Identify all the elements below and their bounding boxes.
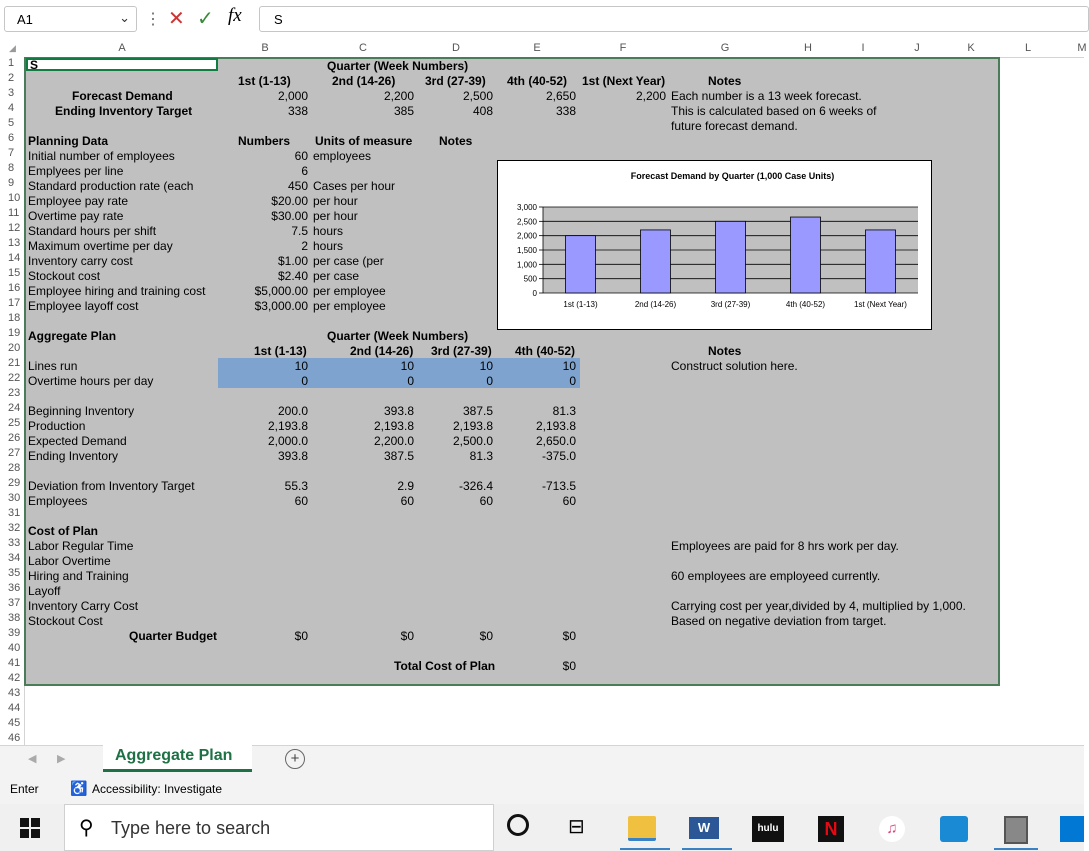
row-header[interactable]: 35 — [8, 567, 21, 579]
col-header-e[interactable]: E — [533, 42, 541, 54]
planning-row-label: Standard production rate (each — [28, 179, 194, 193]
task-view-icon[interactable]: ⊟ — [568, 816, 585, 838]
chart-bar — [866, 230, 896, 293]
cell-a1-value: S — [30, 58, 39, 72]
calculator-active-indicator — [994, 848, 1038, 850]
active-cell-a1[interactable] — [26, 58, 218, 71]
chart-bar — [566, 236, 596, 293]
deviation-value: -326.4 — [458, 479, 493, 493]
chart-x-tick-label: 1st (Next Year) — [854, 300, 907, 309]
row-header[interactable]: 28 — [8, 462, 21, 474]
planning-row-unit: per employee — [313, 299, 386, 313]
deviation-label: Deviation from Inventory Target — [28, 479, 195, 493]
ending-inv-target-q1: 338 — [287, 104, 308, 118]
planning-row-value: $2.40 — [277, 269, 308, 283]
notes-label-planning: Notes — [439, 134, 473, 148]
planning-row-label: Maximum overtime per day — [28, 239, 173, 253]
row-header[interactable]: 29 — [8, 477, 21, 489]
planning-row-unit: hours — [313, 239, 344, 253]
production-value: 2,193.8 — [373, 419, 414, 433]
chart-bar — [716, 221, 746, 293]
employees-label: Employees — [28, 494, 88, 508]
confirm-icon[interactable]: ✓ — [197, 8, 214, 30]
row-header[interactable]: 11 — [8, 207, 20, 219]
chart-title: Forecast Demand by Quarter (1,000 Case Units) — [630, 171, 835, 181]
col-header-f[interactable]: F — [619, 42, 627, 54]
lines-run-value[interactable]: 10 — [400, 359, 414, 373]
deviation-value: -713.5 — [541, 479, 576, 493]
production-value: 2,193.8 — [535, 419, 576, 433]
quarter-budget-q4: $0 — [562, 629, 576, 643]
planning-row-label: Initial number of employees — [28, 149, 175, 163]
end-inv-value: 387.5 — [383, 449, 414, 463]
employees-value: 60 — [479, 494, 493, 508]
forecast-demand-q2: 2,200 — [383, 89, 414, 103]
planning-data-label: Planning Data — [28, 134, 109, 148]
search-placeholder: Type here to search — [111, 818, 271, 838]
production-value: 2,193.8 — [267, 419, 308, 433]
overtime-value[interactable]: 0 — [569, 374, 576, 388]
end-inv-value: 81.3 — [469, 449, 493, 463]
col-header-l[interactable]: L — [1024, 42, 1032, 54]
end-inv-label: Ending Inventory — [28, 449, 119, 463]
q-header-mid-2: 2nd (14-26) — [350, 344, 414, 358]
q-header-top-4: 4th (40-52) — [507, 74, 568, 88]
production-value: 2,193.8 — [452, 419, 493, 433]
more-options-icon[interactable]: ⋮ — [145, 11, 161, 28]
row-header[interactable]: 42 — [8, 672, 21, 684]
notes-header-mid: Notes — [708, 344, 742, 358]
quarter-budget-q2: $0 — [400, 629, 414, 643]
accessibility-icon[interactable]: ♿ — [70, 780, 88, 796]
row-header[interactable]: 32 — [8, 522, 21, 534]
chart-y-tick-label: 2,000 — [516, 231, 537, 241]
q-header-mid-3: 3rd (27-39) — [431, 344, 492, 358]
deviation-value: 2.9 — [397, 479, 414, 493]
chart-y-tick-label: 0 — [532, 289, 537, 298]
row-header[interactable]: 6 — [8, 132, 15, 144]
row-header[interactable]: 38 — [8, 612, 21, 624]
chart-bar — [641, 230, 671, 293]
lines-run-value[interactable]: 10 — [562, 359, 576, 373]
cost-of-plan-label: Cost of Plan — [28, 524, 99, 538]
quarter-budget-q1: $0 — [294, 629, 308, 643]
row-header[interactable]: 39 — [8, 627, 21, 639]
chart-bar — [791, 217, 821, 293]
q-header-mid-1: 1st (1-13) — [254, 344, 307, 358]
row-header[interactable]: 45 — [8, 717, 21, 729]
planning-row-value: 2 — [301, 239, 308, 253]
row-header[interactable]: 3 — [8, 87, 15, 99]
lines-run-label: Lines run — [28, 359, 78, 373]
planning-row-value: $5,000.00 — [254, 284, 308, 298]
planning-row-unit: per case — [313, 269, 360, 283]
tab-aggregate-plan[interactable] — [103, 745, 252, 772]
col-header-a[interactable]: A — [118, 42, 126, 54]
row-header[interactable]: 23 — [8, 387, 21, 399]
notes-header-top: Notes — [708, 74, 742, 88]
note-employed: 60 employees are employeed currently. — [671, 569, 881, 583]
music-icon[interactable]: ♫ — [879, 816, 905, 842]
cortana-icon[interactable] — [507, 814, 529, 836]
row-header[interactable]: 19 — [8, 327, 21, 339]
planning-row-label: Emplyees per line — [28, 164, 124, 178]
insert-function-icon[interactable]: fx — [228, 5, 242, 26]
numbers-label: Numbers — [238, 134, 291, 148]
overtime-value[interactable]: 0 — [486, 374, 493, 388]
row-header[interactable]: 24 — [8, 402, 21, 414]
row-header[interactable]: 33 — [8, 537, 21, 549]
planning-row-value: $1.00 — [277, 254, 308, 268]
calculator-icon[interactable] — [1004, 816, 1028, 844]
planning-row-value: 450 — [287, 179, 308, 193]
row-header[interactable]: 36 — [8, 582, 21, 594]
stockout-label: Stockout Cost — [28, 614, 103, 628]
overtime-value[interactable]: 0 — [301, 374, 308, 388]
row-header[interactable]: 44 — [8, 702, 21, 714]
forecast-demand-q5: 2,200 — [635, 89, 666, 103]
row-header[interactable]: 30 — [8, 492, 21, 504]
row-header[interactable]: 9 — [8, 177, 15, 189]
row-header[interactable]: 16 — [8, 282, 21, 294]
row-header[interactable]: 21 — [8, 357, 21, 369]
total-cost-value: $0 — [562, 659, 576, 673]
q-header-top-3: 3rd (27-39) — [425, 74, 486, 88]
add-sheet-icon[interactable]: + — [285, 749, 305, 769]
chart-svg — [498, 161, 931, 329]
chart-y-tick-label: 500 — [523, 274, 537, 284]
row-header[interactable]: 18 — [8, 312, 21, 324]
ending-inv-target-q3: 408 — [472, 104, 493, 118]
row-header[interactable]: 7 — [8, 147, 15, 159]
col-header-m[interactable]: M — [1077, 42, 1087, 54]
formula-input[interactable] — [259, 6, 1089, 32]
planning-row-unit: per case (per — [313, 254, 384, 268]
employees-value: 60 — [562, 494, 576, 508]
taskbar-search[interactable] — [64, 804, 494, 851]
overtime-value[interactable]: 0 — [407, 374, 414, 388]
planning-row-label: Overtime pay rate — [28, 209, 124, 223]
name-box-value: A1 — [17, 12, 33, 27]
status-mode: Enter — [10, 782, 39, 796]
planning-row-value: 60 — [294, 149, 308, 163]
status-bar — [0, 775, 1084, 804]
note-line-1: Each number is a 13 week forecast. — [671, 89, 862, 103]
exp-demand-value: 2,000.0 — [267, 434, 308, 448]
chevron-down-icon[interactable]: ⌄ — [119, 10, 130, 25]
row-header[interactable]: 10 — [8, 192, 21, 204]
forecast-demand-label: Forecast Demand — [72, 89, 173, 103]
planning-row-unit: employees — [313, 149, 372, 163]
inv-carry-label: Inventory Carry Cost — [28, 599, 139, 613]
quarter-header-top: Quarter (Week Numbers) — [327, 59, 469, 73]
row-header[interactable]: 15 — [8, 267, 21, 279]
planning-row-value: $3,000.00 — [254, 299, 308, 313]
word-icon[interactable]: W — [689, 817, 719, 839]
planning-row-unit: per employee — [313, 284, 386, 298]
labor-overtime-label: Labor Overtime — [28, 554, 111, 568]
formula-bar — [0, 0, 1084, 40]
chart-x-tick-label: 2nd (14-26) — [634, 300, 677, 309]
employees-value: 60 — [294, 494, 308, 508]
planning-row-label: Employee layoff cost — [28, 299, 139, 313]
row-header[interactable]: 27 — [8, 447, 21, 459]
hulu-icon[interactable]: hulu — [752, 816, 784, 842]
name-box[interactable] — [4, 6, 137, 32]
exp-demand-value: 2,650.0 — [535, 434, 576, 448]
select-all-corner[interactable]: ◢ — [9, 43, 16, 53]
construct-note: Construct solution here. — [671, 359, 798, 373]
forecast-demand-q1: 2,000 — [277, 89, 308, 103]
planning-row-label: Employee hiring and training cost — [28, 284, 206, 298]
ending-inv-target-q4: 338 — [555, 104, 576, 118]
cancel-icon[interactable]: ✕ — [168, 8, 185, 30]
row-header[interactable]: 20 — [8, 342, 21, 354]
exp-demand-label: Expected Demand — [28, 434, 127, 448]
units-label: Units of measure — [315, 134, 413, 148]
file-explorer-icon[interactable] — [628, 816, 656, 841]
planning-row-value: $20.00 — [271, 194, 308, 208]
employees-value: 60 — [400, 494, 414, 508]
chart-y-tick-label: 1,000 — [516, 260, 537, 270]
layoff-label: Layoff — [28, 584, 61, 598]
row-header[interactable]: 46 — [8, 732, 21, 744]
forecast-demand-q3: 2,500 — [462, 89, 493, 103]
planning-row-unit: per hour — [313, 209, 358, 223]
end-inv-value: -375.0 — [541, 449, 576, 463]
ending-inv-target-q2: 385 — [393, 104, 414, 118]
windows-start-icon[interactable] — [20, 818, 40, 838]
q-header-mid-4: 4th (40-52) — [515, 344, 576, 358]
note-line-2: This is calculated based on 6 weeks of — [671, 104, 877, 118]
forecast-demand-chart[interactable] — [497, 160, 932, 330]
beg-inv-value: 393.8 — [383, 404, 414, 418]
col-header-i[interactable]: I — [861, 42, 865, 54]
col-header-j[interactable]: J — [914, 42, 920, 54]
note-carry-2: Based on negative deviation from target. — [671, 614, 887, 628]
note-line-3: future forecast demand. — [671, 119, 798, 133]
hiring-label: Hiring and Training — [28, 569, 129, 583]
row-header[interactable]: 22 — [8, 372, 21, 384]
chart-y-tick-label: 3,000 — [516, 203, 537, 212]
row-header[interactable]: 25 — [8, 417, 21, 429]
row-header[interactable]: 2 — [8, 72, 15, 84]
deviation-value: 55.3 — [284, 479, 308, 493]
row-header[interactable]: 12 — [8, 222, 21, 234]
end-inv-value: 393.8 — [277, 449, 308, 463]
row-header[interactable]: 31 — [8, 507, 21, 519]
accessibility-status[interactable]: Accessibility: Investigate — [92, 782, 223, 796]
chart-x-tick-label: 4th (40-52) — [785, 300, 826, 309]
exp-demand-value: 2,200.0 — [373, 434, 414, 448]
row-header[interactable]: 41 — [8, 657, 21, 669]
mail-icon[interactable] — [1060, 816, 1084, 842]
planning-row-label: Employee pay rate — [28, 194, 129, 208]
search-icon: ⚲ — [79, 817, 94, 839]
planning-row-unit: hours — [313, 224, 344, 238]
planning-row-unit: per hour — [313, 194, 358, 208]
row-header[interactable]: 40 — [8, 642, 21, 654]
beg-inv-value: 200.0 — [277, 404, 308, 418]
tab-aggregate-plan-label: Aggregate Plan — [115, 747, 233, 764]
word-active-indicator — [682, 848, 732, 850]
col-header-c[interactable]: C — [359, 42, 367, 54]
row-header[interactable]: 4 — [8, 102, 15, 114]
chart-x-tick-label: 1st (1-13) — [563, 300, 598, 309]
row-header[interactable]: 5 — [8, 117, 15, 129]
col-header-b[interactable]: B — [261, 42, 269, 54]
formula-content: S — [274, 12, 283, 27]
row-headers — [0, 57, 25, 745]
row-header[interactable]: 14 — [8, 252, 21, 264]
note-employees-paid: Employees are paid for 8 hrs work per day. — [671, 539, 899, 553]
planning-row-value: $30.00 — [271, 209, 308, 223]
netflix-icon[interactable]: N — [818, 816, 844, 842]
column-headers — [0, 41, 1087, 58]
explorer-active-indicator — [620, 848, 670, 850]
planning-row-value: 6 — [301, 164, 308, 178]
lines-run-value[interactable]: 10 — [479, 359, 493, 373]
row-header[interactable]: 34 — [8, 552, 21, 564]
note-carry-1: Carrying cost per year,divided by 4, multiplied by 1,000. — [671, 599, 966, 613]
chart-y-tick-label: 1,500 — [516, 246, 537, 255]
store-icon[interactable] — [940, 816, 968, 842]
aggregate-plan-label: Aggregate Plan — [28, 329, 117, 343]
q-header-top-2: 2nd (14-26) — [332, 74, 396, 88]
total-cost-label: Total Cost of Plan — [394, 659, 496, 673]
planning-row-label: Standard hours per shift — [28, 224, 157, 238]
row-header[interactable]: 37 — [8, 597, 21, 609]
row-header[interactable]: 17 — [8, 297, 21, 309]
col-header-k[interactable]: K — [967, 42, 975, 54]
chart-y-tick-label: 2,500 — [516, 217, 537, 227]
labor-regular-label: Labor Regular Time — [28, 539, 134, 553]
row-header[interactable]: 13 — [8, 237, 21, 249]
q-header-top-5: 1st (Next Year) — [582, 74, 666, 88]
production-label: Production — [28, 419, 86, 433]
col-header-h[interactable]: H — [804, 42, 812, 54]
col-header-d[interactable]: D — [452, 42, 460, 54]
planning-row-unit: Cases per hour — [313, 179, 396, 193]
chart-x-tick-label: 3rd (27-39) — [710, 300, 751, 309]
q-header-top-1: 1st (1-13) — [238, 74, 291, 88]
scroll-left-icon[interactable]: ◀ — [28, 753, 37, 765]
overtime-label: Overtime hours per day — [28, 374, 154, 388]
planning-row-label: Inventory carry cost — [28, 254, 133, 268]
exp-demand-value: 2,500.0 — [452, 434, 493, 448]
scroll-right-icon[interactable]: ▶ — [57, 753, 66, 765]
ending-inv-target-label: Ending Inventory Target — [55, 104, 193, 118]
quarter-budget-label: Quarter Budget — [129, 629, 218, 643]
lines-run-value[interactable]: 10 — [294, 359, 308, 373]
row-header[interactable]: 1 — [8, 57, 15, 69]
quarter-budget-q3: $0 — [479, 629, 493, 643]
planning-row-value: 7.5 — [291, 224, 308, 238]
beg-inv-value: 81.3 — [552, 404, 576, 418]
beg-inv-label: Beginning Inventory — [28, 404, 135, 418]
beg-inv-value: 387.5 — [462, 404, 493, 418]
forecast-demand-q4: 2,650 — [545, 89, 576, 103]
planning-row-label: Stockout cost — [28, 269, 101, 283]
row-header[interactable]: 43 — [8, 687, 21, 699]
col-header-g[interactable]: G — [720, 42, 730, 54]
row-header[interactable]: 8 — [8, 162, 15, 174]
quarter-header-mid: Quarter (Week Numbers) — [327, 329, 469, 343]
row-header[interactable]: 26 — [8, 432, 21, 444]
